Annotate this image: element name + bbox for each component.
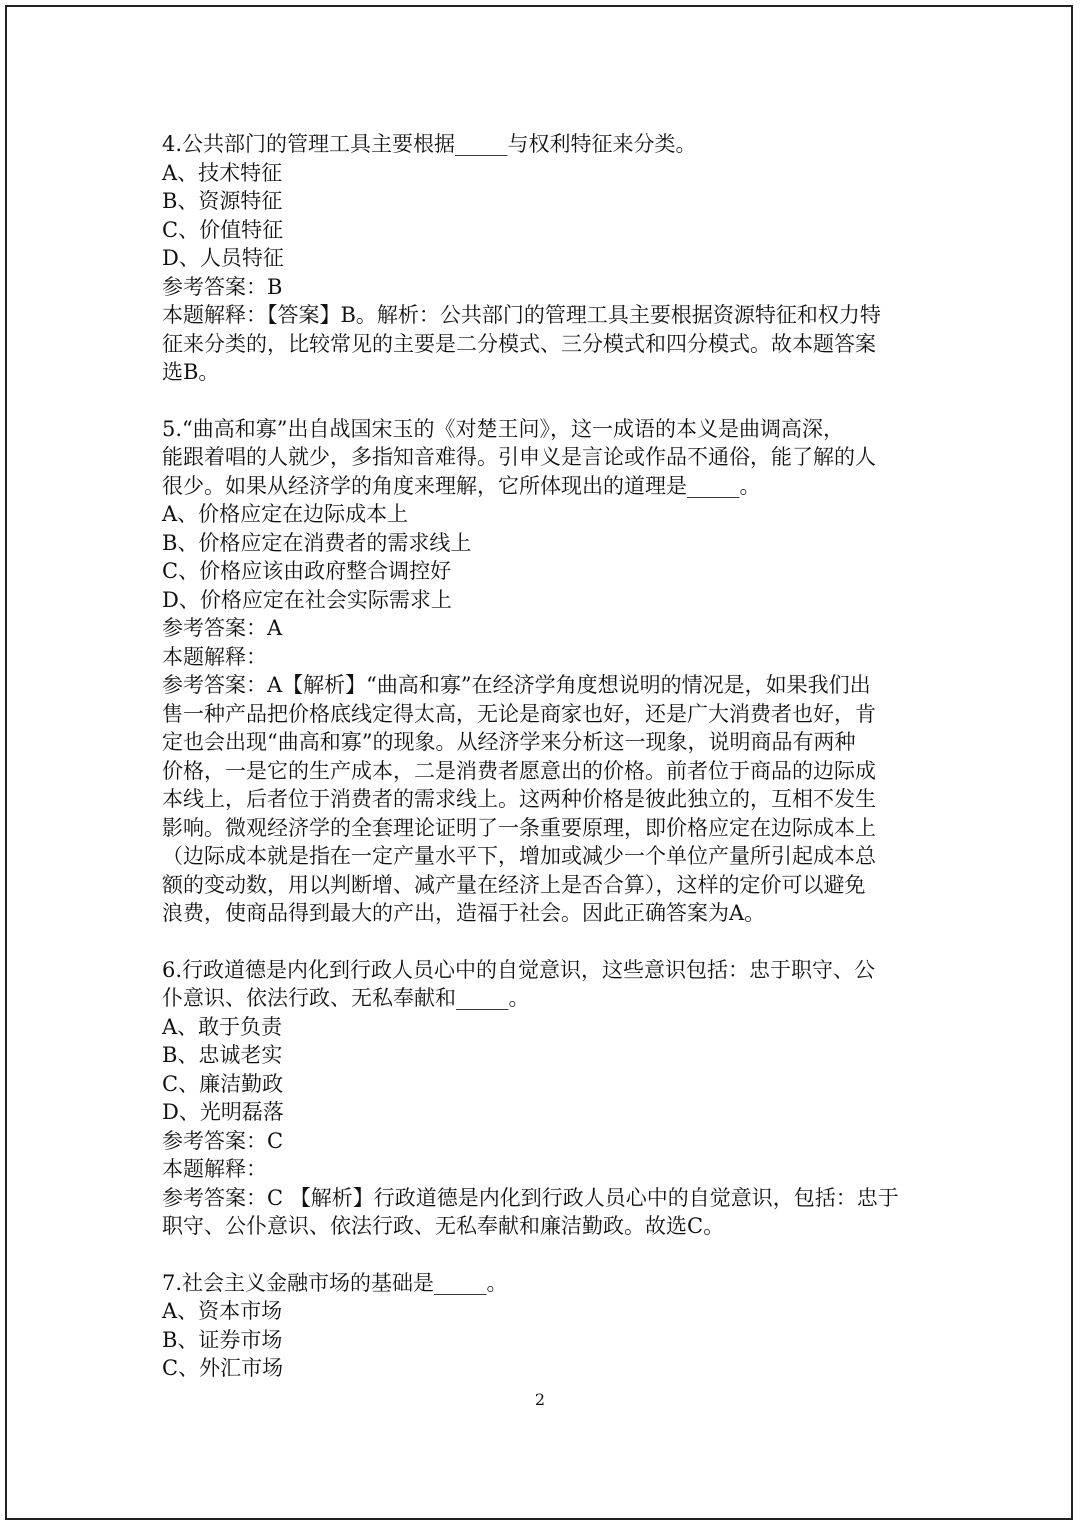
option-c: C、外汇市场 xyxy=(162,1356,284,1380)
option-d: D、价格应定在社会实际需求上 xyxy=(162,587,452,612)
option-b: B、忠诚老实 xyxy=(162,1043,283,1067)
explanation-title: 本题解释： xyxy=(162,1157,267,1181)
explanation-line: 售一种产品把价格底线定得太高，无论是商家也好，还是广大消费者也好，肯 xyxy=(162,701,876,726)
explanation-line: 本题解释：【答案】B。解析：公共部门的管理工具主要根据资源特征和权力特 xyxy=(162,303,881,327)
explanation-line: 影响。微观经济学的全套理论证明了一条重要原理，即价格应定在边际成本上 xyxy=(162,815,876,840)
explanation-line: 本线上，后者位于消费者的需求线上。这两种价格是彼此独立的，互相不发生 xyxy=(162,787,876,811)
option-a: A、价格应定在边际成本上 xyxy=(162,502,409,526)
question-stem-line: 6.行政道德是内化到行政人员心中的自觉意识，这些意识包括：忠于职守、公 xyxy=(162,957,876,982)
option-a: A、资本市场 xyxy=(162,1299,283,1323)
explanation-line: 选B。 xyxy=(162,360,220,384)
explanation-line: 价格，一是它的生产成本，二是消费者愿意出的价格。前者位于商品的边际成 xyxy=(162,758,876,783)
explanation-line: 参考答案：A【解析】“曲高和寡”在经济学角度想说明的情况是，如果我们出 xyxy=(162,673,871,697)
option-c: C、价值特征 xyxy=(162,217,284,242)
question-4 xyxy=(162,130,922,387)
option-a: A、敢于负责 xyxy=(162,1014,283,1039)
question-7 xyxy=(162,1269,922,1383)
explanation-line: 职守、公仆意识、依法行政、无私奉献和廉洁勤政。故选C。 xyxy=(162,1214,725,1238)
answer-label: 参考答案：B xyxy=(162,274,283,299)
explanation-line: 额的变动数，用以判断增、减产量在经济上是否合算），这样的定价可以避免 xyxy=(162,872,866,897)
explanation-line: 浪费，使商品得到最大的产出，造福于社会。因此正确答案为A。 xyxy=(162,901,766,925)
option-b: B、资源特征 xyxy=(162,189,283,213)
answer-label: 参考答案：A xyxy=(162,616,283,640)
explanation-line: 参考答案：C 【解析】行政道德是内化到行政人员心中的自觉意识，包括：忠于 xyxy=(162,1185,899,1210)
question-stem: 4.公共部门的管理工具主要根据_____与权利特征来分类。 xyxy=(162,132,697,156)
question-stem: 7.社会主义金融市场的基础是_____。 xyxy=(162,1270,508,1295)
option-c: C、价格应该由政府整合调控好 xyxy=(162,559,452,583)
explanation-title: 本题解释： xyxy=(162,644,267,669)
question-stem-line: 能跟着唱的人就少，多指知音难得。引申义是言论或作品不通俗，能了解的人 xyxy=(162,445,876,469)
question-stem-line: 仆意识、依法行政、无私奉献和_____。 xyxy=(162,986,530,1010)
option-b: B、价格应定在消费者的需求线上 xyxy=(162,530,472,555)
answer-label: 参考答案：C xyxy=(162,1128,284,1153)
option-c: C、廉洁勤政 xyxy=(162,1071,284,1096)
document-body xyxy=(162,130,922,1411)
explanation-line: （边际成本就是指在一定产量水平下，增加或减少一个单位产量所引起成本总 xyxy=(162,844,876,868)
page-number: 2 xyxy=(534,1390,546,1409)
question-stem-line: 很少。如果从经济学的角度来理解，它所体现出的道理是_____。 xyxy=(162,473,761,498)
question-stem-line: 5.“曲高和寡”出自战国宋玉的《对楚王问》，这一成语的本义是曲调高深， xyxy=(162,416,845,441)
option-b: B、证券市场 xyxy=(162,1327,283,1352)
option-d: D、光明磊落 xyxy=(162,1100,284,1124)
option-d: D、人员特征 xyxy=(162,246,284,270)
explanation-line: 定也会出现“曲高和寡”的现象。从经济学来分析这一现象，说明商品有两种 xyxy=(162,730,856,754)
explanation-line: 征来分类的，比较常见的主要是二分模式、三分模式和四分模式。故本题答案 xyxy=(162,331,876,356)
question-6 xyxy=(162,956,922,1241)
option-a: A、技术特征 xyxy=(162,160,283,185)
question-5 xyxy=(162,415,922,928)
